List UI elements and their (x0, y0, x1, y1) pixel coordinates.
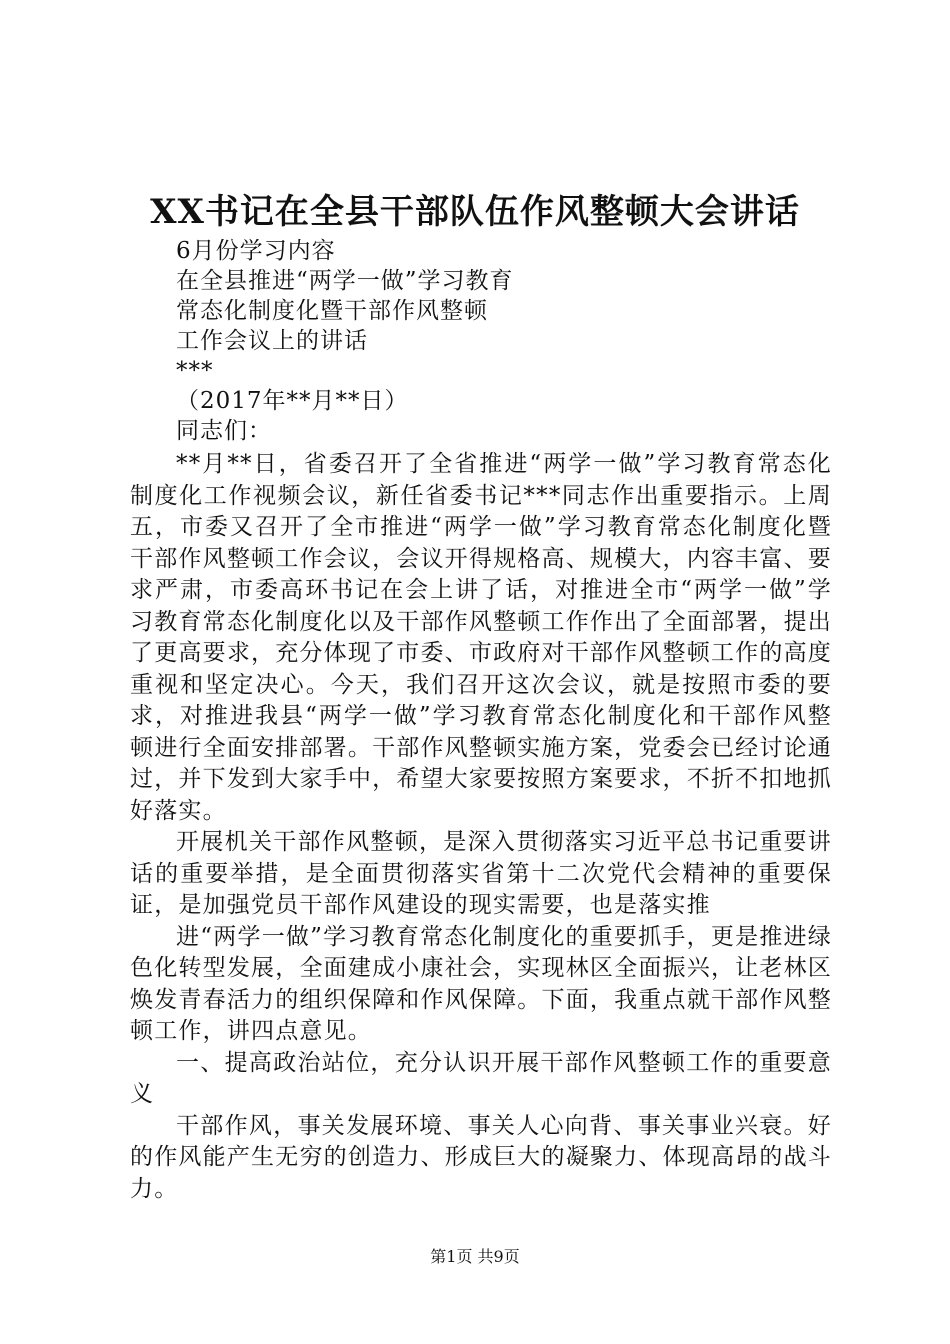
section-heading: 一、提高政治站位，充分认识开展干部作风整顿工作的重要意义 (130, 1049, 832, 1107)
speech-body (130, 449, 832, 1205)
body-paragraph: 干部作风，事关发展环境、事关人心向背、事关事业兴衰。好的作风能产生无穷的创造力、形成巨大的凝聚力、体现高昂的战斗力。 (130, 1112, 832, 1202)
speech-header (176, 236, 514, 446)
header-line: 在全县推进“两学一做”学习教育 (176, 268, 514, 294)
header-line: 同志们： (176, 418, 272, 444)
header-line: 常态化制度化暨干部作风整顿 (176, 298, 488, 324)
page-number-footer: 第1页 共9页 (430, 1247, 520, 1266)
body-paragraph: 进“两学一做”学习教育常态化制度化的重要抓手，更是推进绿色化转型发展，全面建成小康社会，实现林区全面振兴，让老林区焕发青春活力的组织保障和作风保障。下面，我重点就干部作风整顿工作，讲四点意见。 (130, 923, 832, 1044)
document-title: XX书记在全县干部队伍作风整顿大会讲话 (150, 192, 800, 232)
body-paragraph: **月**日，省委召开了全省推进“两学一做”学习教育常态化制度化工作视频会议，新任省委书记***同志作出重要指示。上周五，市委又召开了全市推进“两学一做”学习教育常态化制度化暨干部作风整顿工作会议，会议开得规格高、规模大，内容丰富、要求严肃，市委高环书记在会上讲了话，对推进全市“两学一做”学习教育常态化制度化以及干部作风整顿工作作出了全面部署，提出了更高要求，充分体现了市委、市政府对干部作风整顿工作的高度重视和坚定决心。今天，我们召开这次会议，就是按照市委的要求，对推进我县“两学一做”学习教育常态化制度化和干部作风整顿进行全面安排部署。干部作风整顿实施方案，党委会已经讨论通过，并下发到大家手中，希望大家要按照方案要求，不折不扣地抓好落实。 (130, 451, 832, 824)
body-paragraph: 开展机关干部作风整顿，是深入贯彻落实习近平总书记重要讲话的重要举措，是全面贯彻落实省第十二次党代会精神的重要保证，是加强党员干部作风建设的现实需要，也是落实推 (130, 829, 832, 918)
header-line: 6月份学习内容 (176, 238, 336, 264)
header-line: 工作会议上的讲话 (176, 328, 368, 354)
header-line: （2017年**月**日） (176, 388, 409, 414)
header-line: *** (176, 358, 214, 384)
